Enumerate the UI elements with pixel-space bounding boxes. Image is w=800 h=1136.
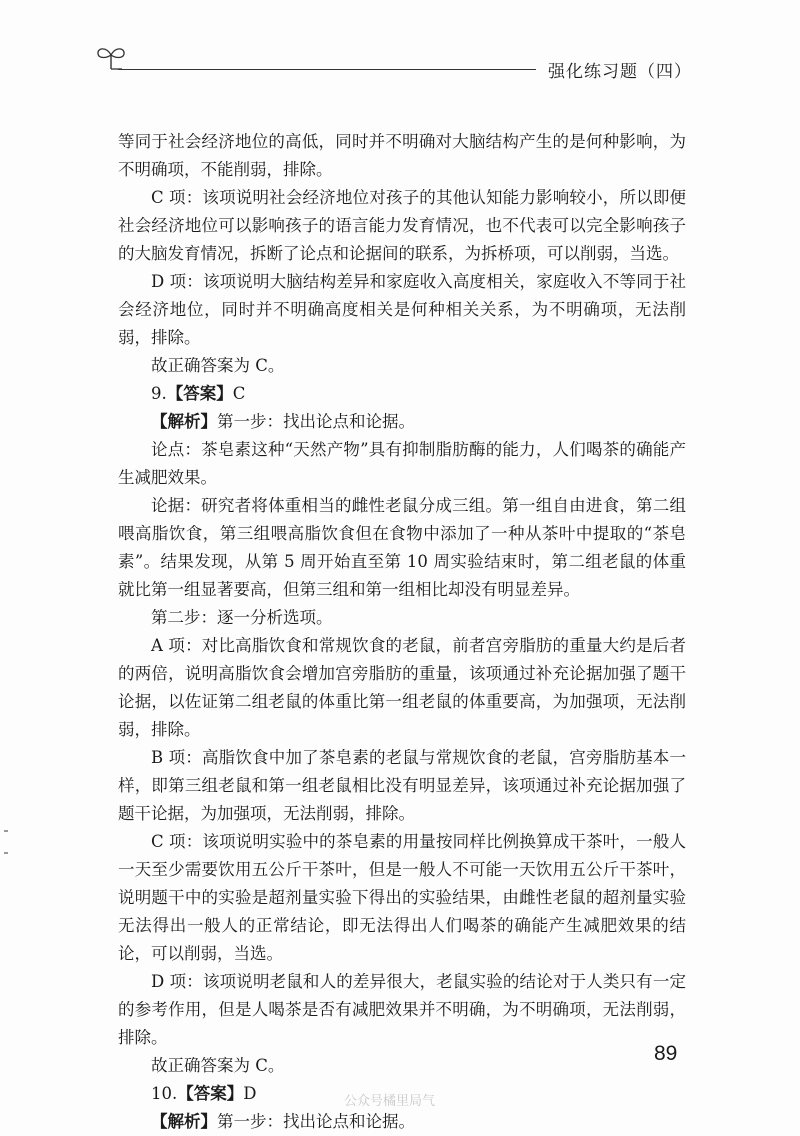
body-paragraph bbox=[118, 604, 686, 632]
page-header bbox=[0, 0, 800, 90]
paragraph-text: C bbox=[232, 384, 246, 403]
body-paragraph bbox=[118, 968, 686, 1052]
page-body-text bbox=[118, 128, 686, 1136]
section-tag: 【解析】 bbox=[151, 1112, 217, 1131]
paragraph-text: 论点：茶皂素这种“天然产物”具有抑制脂肪酶的能力，人们喝茶的确能产生减肥效果。 bbox=[118, 440, 686, 487]
body-paragraph bbox=[118, 128, 686, 184]
body-paragraph bbox=[118, 352, 686, 380]
section-tag: 【答案】 bbox=[166, 384, 233, 403]
body-paragraph bbox=[118, 828, 686, 968]
paragraph-text: 等同于社会经济地位的高低，同时并不明确对大脑结构产生的是何种影响，为不明确项，不能削弱，排除。 bbox=[118, 132, 686, 179]
paragraph-text: C 项：该项说明社会经济地位对孩子的其他认知能力影响较小，所以即便社会经济地位可以影响孩子的语言能力发育情况，也不代表可以完全影响孩子的大脑发育情况，拆断了论点和论据间的联系，为拆桥项，可以削弱，当选。 bbox=[118, 188, 686, 263]
paragraph-text: 第一步：找出论点和论据。 bbox=[217, 1112, 415, 1131]
paragraph-text: 故正确答案为 C。 bbox=[151, 356, 285, 375]
scan-edge-mark bbox=[4, 852, 8, 854]
header-rule bbox=[118, 69, 536, 70]
paragraph-text: D bbox=[243, 1084, 257, 1103]
section-tag: 【解析】 bbox=[151, 412, 217, 431]
scan-edge-mark bbox=[4, 830, 8, 832]
body-paragraph bbox=[118, 632, 686, 744]
paragraph-text: B 项：高脂饮食中加了茶皂素的老鼠与常规饮食的老鼠，宫旁脂肪基本一样，即第三组老鼠和第一组老鼠相比没有明显差异，该项通过补充论据加强了题干论据，为加强项，无法削弱，排除。 bbox=[118, 748, 686, 823]
body-paragraph bbox=[118, 1052, 686, 1080]
paragraph-text: A 项：对比高脂饮食和常规饮食的老鼠，前者宫旁脂肪的重量大约是后者的两倍，说明高脂饮食会增加宫旁脂肪的重量，该项通过补充论据加强了题干论据，以佐证第二组老鼠的体重比第一组老鼠的体重要高，为加强项，无法削弱，排除。 bbox=[118, 636, 686, 739]
paragraph-text: 第一步：找出论点和论据。 bbox=[217, 412, 415, 431]
answer-line bbox=[118, 380, 686, 408]
watermark-text: 公众号橘里局气 bbox=[344, 1094, 436, 1109]
paragraph-text: 第二步：逐一分析选项。 bbox=[151, 608, 333, 627]
body-paragraph bbox=[118, 436, 686, 492]
paragraph-text: C 项：该项说明实验中的茶皂素的用量按同样比例换算成干茶叶，一般人一天至少需要饮用五公斤干茶叶，但是一般人不可能一天饮用五公斤干茶叶，说明题干中的实验是超剂量实验下得出的实验结果，由雌性老鼠的超剂量实验无法得出一般人的正常结论，即无法得出人们喝茶的确能产生减肥效果的结论，可以削弱，当选。 bbox=[118, 832, 686, 963]
paragraph-text: 论据：研究者将体重相当的雌性老鼠分成三组。第一组自由进食，第二组喂高脂饮食，第三组喂高脂饮食但在食物中添加了一种从茶叶中提取的“茶皂素”。结果发现，从第 5 周开始直至第 10 周实验结束时，第二组老鼠的体重就比第一组显著要高，但第三组和第一组相比却没有明显差异。 bbox=[118, 496, 686, 599]
answer-line bbox=[118, 1108, 686, 1136]
section-tag: 【答案】 bbox=[177, 1084, 244, 1103]
body-paragraph bbox=[118, 268, 686, 352]
question-number: 10. bbox=[151, 1084, 178, 1103]
paragraph-text: D 项：该项说明老鼠和人的差异很大，老鼠实验的结论对于人类只有一定的参考作用，但是人喝茶是否有减肥效果并不明确，为不明确项，无法削弱，排除。 bbox=[118, 972, 686, 1047]
question-number: 9. bbox=[151, 384, 167, 403]
body-paragraph bbox=[118, 492, 686, 604]
answer-line bbox=[118, 408, 686, 436]
page-number: 89 bbox=[654, 1042, 678, 1065]
body-paragraph bbox=[118, 744, 686, 828]
paragraph-text: 故正确答案为 C。 bbox=[151, 1056, 285, 1075]
running-header-title: 强化练习题（四） bbox=[548, 62, 692, 82]
body-paragraph bbox=[118, 184, 686, 268]
paragraph-text: D 项：该项说明大脑结构差异和家庭收入高度相关，家庭收入不等同于社会经济地位，同时并不明确高度相关是何种相关关系，为不明确项，无法削弱，排除。 bbox=[118, 272, 686, 347]
